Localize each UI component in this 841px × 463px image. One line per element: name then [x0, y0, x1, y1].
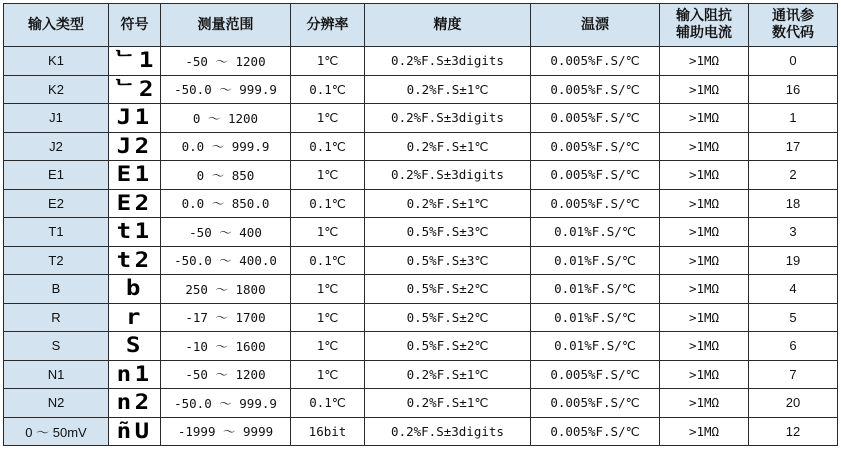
table-row [4, 303, 838, 332]
cell-impedance: >1MΩ [660, 132, 749, 161]
seven-segment-symbol: E1 [116, 162, 153, 187]
cell-accuracy: 0.2%F.S±1℃ [365, 132, 531, 161]
cell-input-type: K1 [4, 47, 109, 76]
cell-comm-code: 16 [749, 75, 838, 104]
table-row [4, 332, 838, 361]
cell-resolution: 1℃ [291, 161, 365, 190]
cell-accuracy: 0.2%F.S±1℃ [365, 189, 531, 218]
cell-temp-drift: 0.005%F.S/℃ [531, 47, 660, 76]
cell-symbol [109, 332, 161, 361]
header-row [4, 4, 838, 47]
cell-comm-code: 6 [749, 332, 838, 361]
cell-resolution: 0.1℃ [291, 75, 365, 104]
cell-resolution: 1℃ [291, 275, 365, 304]
cell-temp-drift: 0.005%F.S/℃ [531, 389, 660, 418]
cell-accuracy: 0.5%F.S±3℃ [365, 218, 531, 247]
cell-symbol [109, 75, 161, 104]
cell-input-type: R [4, 303, 109, 332]
table-row [4, 104, 838, 133]
table-row [4, 161, 838, 190]
cell-impedance: >1MΩ [660, 75, 749, 104]
cell-input-type: T2 [4, 246, 109, 275]
table-row [4, 246, 838, 275]
cell-range: 0 ～ 850 [161, 161, 291, 190]
header-comm-code [749, 4, 838, 47]
cell-resolution: 1℃ [291, 332, 365, 361]
cell-range: -50 ～ 400 [161, 218, 291, 247]
cell-symbol [109, 246, 161, 275]
table-row [4, 189, 838, 218]
cell-input-type: E1 [4, 161, 109, 190]
cell-input-type: E2 [4, 189, 109, 218]
table-row [4, 275, 838, 304]
header-symbol: 符号 [109, 4, 161, 47]
cell-impedance: >1MΩ [660, 47, 749, 76]
seven-segment-symbol: S [125, 333, 144, 358]
cell-impedance: >1MΩ [660, 417, 749, 446]
cell-symbol [109, 47, 161, 76]
seven-segment-symbol: ñU [116, 418, 153, 443]
table-body [4, 47, 838, 446]
cell-symbol [109, 104, 161, 133]
cell-impedance: >1MΩ [660, 218, 749, 247]
cell-symbol [109, 189, 161, 218]
cell-symbol [109, 275, 161, 304]
spec-table-container [3, 3, 837, 446]
cell-comm-code: 17 [749, 132, 838, 161]
cell-impedance: >1MΩ [660, 360, 749, 389]
header-impedance-line1: 输入阻抗 [676, 8, 732, 24]
cell-range: 0.0 ～ 999.9 [161, 132, 291, 161]
cell-temp-drift: 0.005%F.S/℃ [531, 161, 660, 190]
cell-range: -50.0 ～ 999.9 [161, 75, 291, 104]
cell-input-type: 0 ～ 50mV [4, 417, 109, 446]
cell-comm-code: 12 [749, 417, 838, 446]
cell-comm-code: 2 [749, 161, 838, 190]
seven-segment-symbol: n2 [116, 390, 153, 415]
seven-segment-symbol: t2 [116, 247, 153, 272]
seven-segment-symbol: n1 [116, 361, 153, 386]
cell-symbol [109, 303, 161, 332]
cell-input-type: S [4, 332, 109, 361]
cell-temp-drift: 0.01%F.S/℃ [531, 275, 660, 304]
input-type-spec-table [3, 3, 838, 446]
cell-accuracy: 0.2%F.S±1℃ [365, 75, 531, 104]
header-resolution: 分辨率 [291, 4, 365, 47]
cell-resolution: 0.1℃ [291, 132, 365, 161]
cell-range: -1999 ～ 9999 [161, 417, 291, 446]
cell-comm-code: 0 [749, 47, 838, 76]
cell-accuracy: 0.2%F.S±1℃ [365, 360, 531, 389]
seven-segment-symbol: J2 [116, 133, 153, 158]
cell-temp-drift: 0.01%F.S/℃ [531, 246, 660, 275]
table-row [4, 75, 838, 104]
cell-resolution: 1℃ [291, 360, 365, 389]
cell-range: -50.0 ～ 999.9 [161, 389, 291, 418]
header-impedance [660, 4, 749, 47]
cell-range: -50 ～ 1200 [161, 47, 291, 76]
seven-segment-symbol: E2 [116, 190, 153, 215]
cell-impedance: >1MΩ [660, 303, 749, 332]
header-range: 测量范围 [161, 4, 291, 47]
header-accuracy: 精度 [365, 4, 531, 47]
cell-accuracy: 0.5%F.S±2℃ [365, 303, 531, 332]
cell-symbol [109, 417, 161, 446]
cell-symbol [109, 360, 161, 389]
cell-temp-drift: 0.01%F.S/℃ [531, 303, 660, 332]
cell-impedance: >1MΩ [660, 161, 749, 190]
header-code-line2: 数代码 [772, 25, 814, 41]
cell-resolution: 1℃ [291, 104, 365, 133]
cell-comm-code: 20 [749, 389, 838, 418]
cell-symbol [109, 132, 161, 161]
cell-comm-code: 5 [749, 303, 838, 332]
table-row [4, 218, 838, 247]
cell-input-type: T1 [4, 218, 109, 247]
seven-segment-symbol: b [125, 276, 144, 301]
cell-range: -50 ～ 1200 [161, 360, 291, 389]
cell-input-type: B [4, 275, 109, 304]
cell-resolution: 1℃ [291, 47, 365, 76]
cell-comm-code: 7 [749, 360, 838, 389]
cell-input-type: N2 [4, 389, 109, 418]
cell-accuracy: 0.5%F.S±3℃ [365, 246, 531, 275]
cell-range: 250 ～ 1800 [161, 275, 291, 304]
cell-symbol [109, 161, 161, 190]
cell-comm-code: 19 [749, 246, 838, 275]
cell-impedance: >1MΩ [660, 275, 749, 304]
cell-accuracy: 0.2%F.S±1℃ [365, 389, 531, 418]
table-row [4, 132, 838, 161]
header-input-type: 输入类型 [4, 4, 109, 47]
seven-segment-symbol: t1 [116, 219, 153, 244]
cell-impedance: >1MΩ [660, 389, 749, 418]
cell-temp-drift: 0.005%F.S/℃ [531, 360, 660, 389]
cell-comm-code: 18 [749, 189, 838, 218]
cell-symbol [109, 218, 161, 247]
cell-range: 0.0 ～ 850.0 [161, 189, 291, 218]
cell-comm-code: 3 [749, 218, 838, 247]
cell-resolution: 1℃ [291, 303, 365, 332]
cell-resolution: 16bit [291, 417, 365, 446]
cell-resolution: 1℃ [291, 218, 365, 247]
cell-accuracy: 0.5%F.S±2℃ [365, 332, 531, 361]
header-temp-drift: 温漂 [531, 4, 660, 47]
cell-temp-drift: 0.005%F.S/℃ [531, 417, 660, 446]
cell-input-type: J1 [4, 104, 109, 133]
cell-range: -17 ～ 1700 [161, 303, 291, 332]
cell-temp-drift: 0.01%F.S/℃ [531, 332, 660, 361]
cell-accuracy: 0.5%F.S±2℃ [365, 275, 531, 304]
cell-symbol [109, 389, 161, 418]
cell-impedance: >1MΩ [660, 189, 749, 218]
cell-resolution: 0.1℃ [291, 189, 365, 218]
cell-range: -50.0 ～ 400.0 [161, 246, 291, 275]
cell-accuracy: 0.2%F.S±3digits [365, 161, 531, 190]
seven-segment-symbol: J1 [116, 105, 153, 130]
table-row [4, 360, 838, 389]
cell-resolution: 0.1℃ [291, 389, 365, 418]
table-row [4, 47, 838, 76]
cell-temp-drift: 0.005%F.S/℃ [531, 104, 660, 133]
cell-impedance: >1MΩ [660, 246, 749, 275]
table-row [4, 389, 838, 418]
seven-segment-symbol: ᄂ1 [112, 48, 157, 73]
table-row [4, 417, 838, 446]
cell-range: 0 ～ 1200 [161, 104, 291, 133]
seven-segment-symbol: ᄂ2 [112, 76, 157, 101]
cell-comm-code: 4 [749, 275, 838, 304]
cell-input-type: N1 [4, 360, 109, 389]
cell-accuracy: 0.2%F.S±3digits [365, 47, 531, 76]
cell-impedance: >1MΩ [660, 104, 749, 133]
cell-temp-drift: 0.005%F.S/℃ [531, 189, 660, 218]
cell-temp-drift: 0.005%F.S/℃ [531, 132, 660, 161]
header-impedance-line2: 辅助电流 [676, 25, 732, 41]
cell-range: -10 ～ 1600 [161, 332, 291, 361]
cell-input-type: J2 [4, 132, 109, 161]
header-code-line1: 通讯参 [772, 8, 814, 24]
cell-accuracy: 0.2%F.S±3digits [365, 417, 531, 446]
cell-impedance: >1MΩ [660, 332, 749, 361]
cell-resolution: 0.1℃ [291, 246, 365, 275]
cell-comm-code: 1 [749, 104, 838, 133]
cell-temp-drift: 0.005%F.S/℃ [531, 75, 660, 104]
seven-segment-symbol: r [125, 304, 144, 329]
cell-temp-drift: 0.01%F.S/℃ [531, 218, 660, 247]
cell-accuracy: 0.2%F.S±3digits [365, 104, 531, 133]
cell-input-type: K2 [4, 75, 109, 104]
